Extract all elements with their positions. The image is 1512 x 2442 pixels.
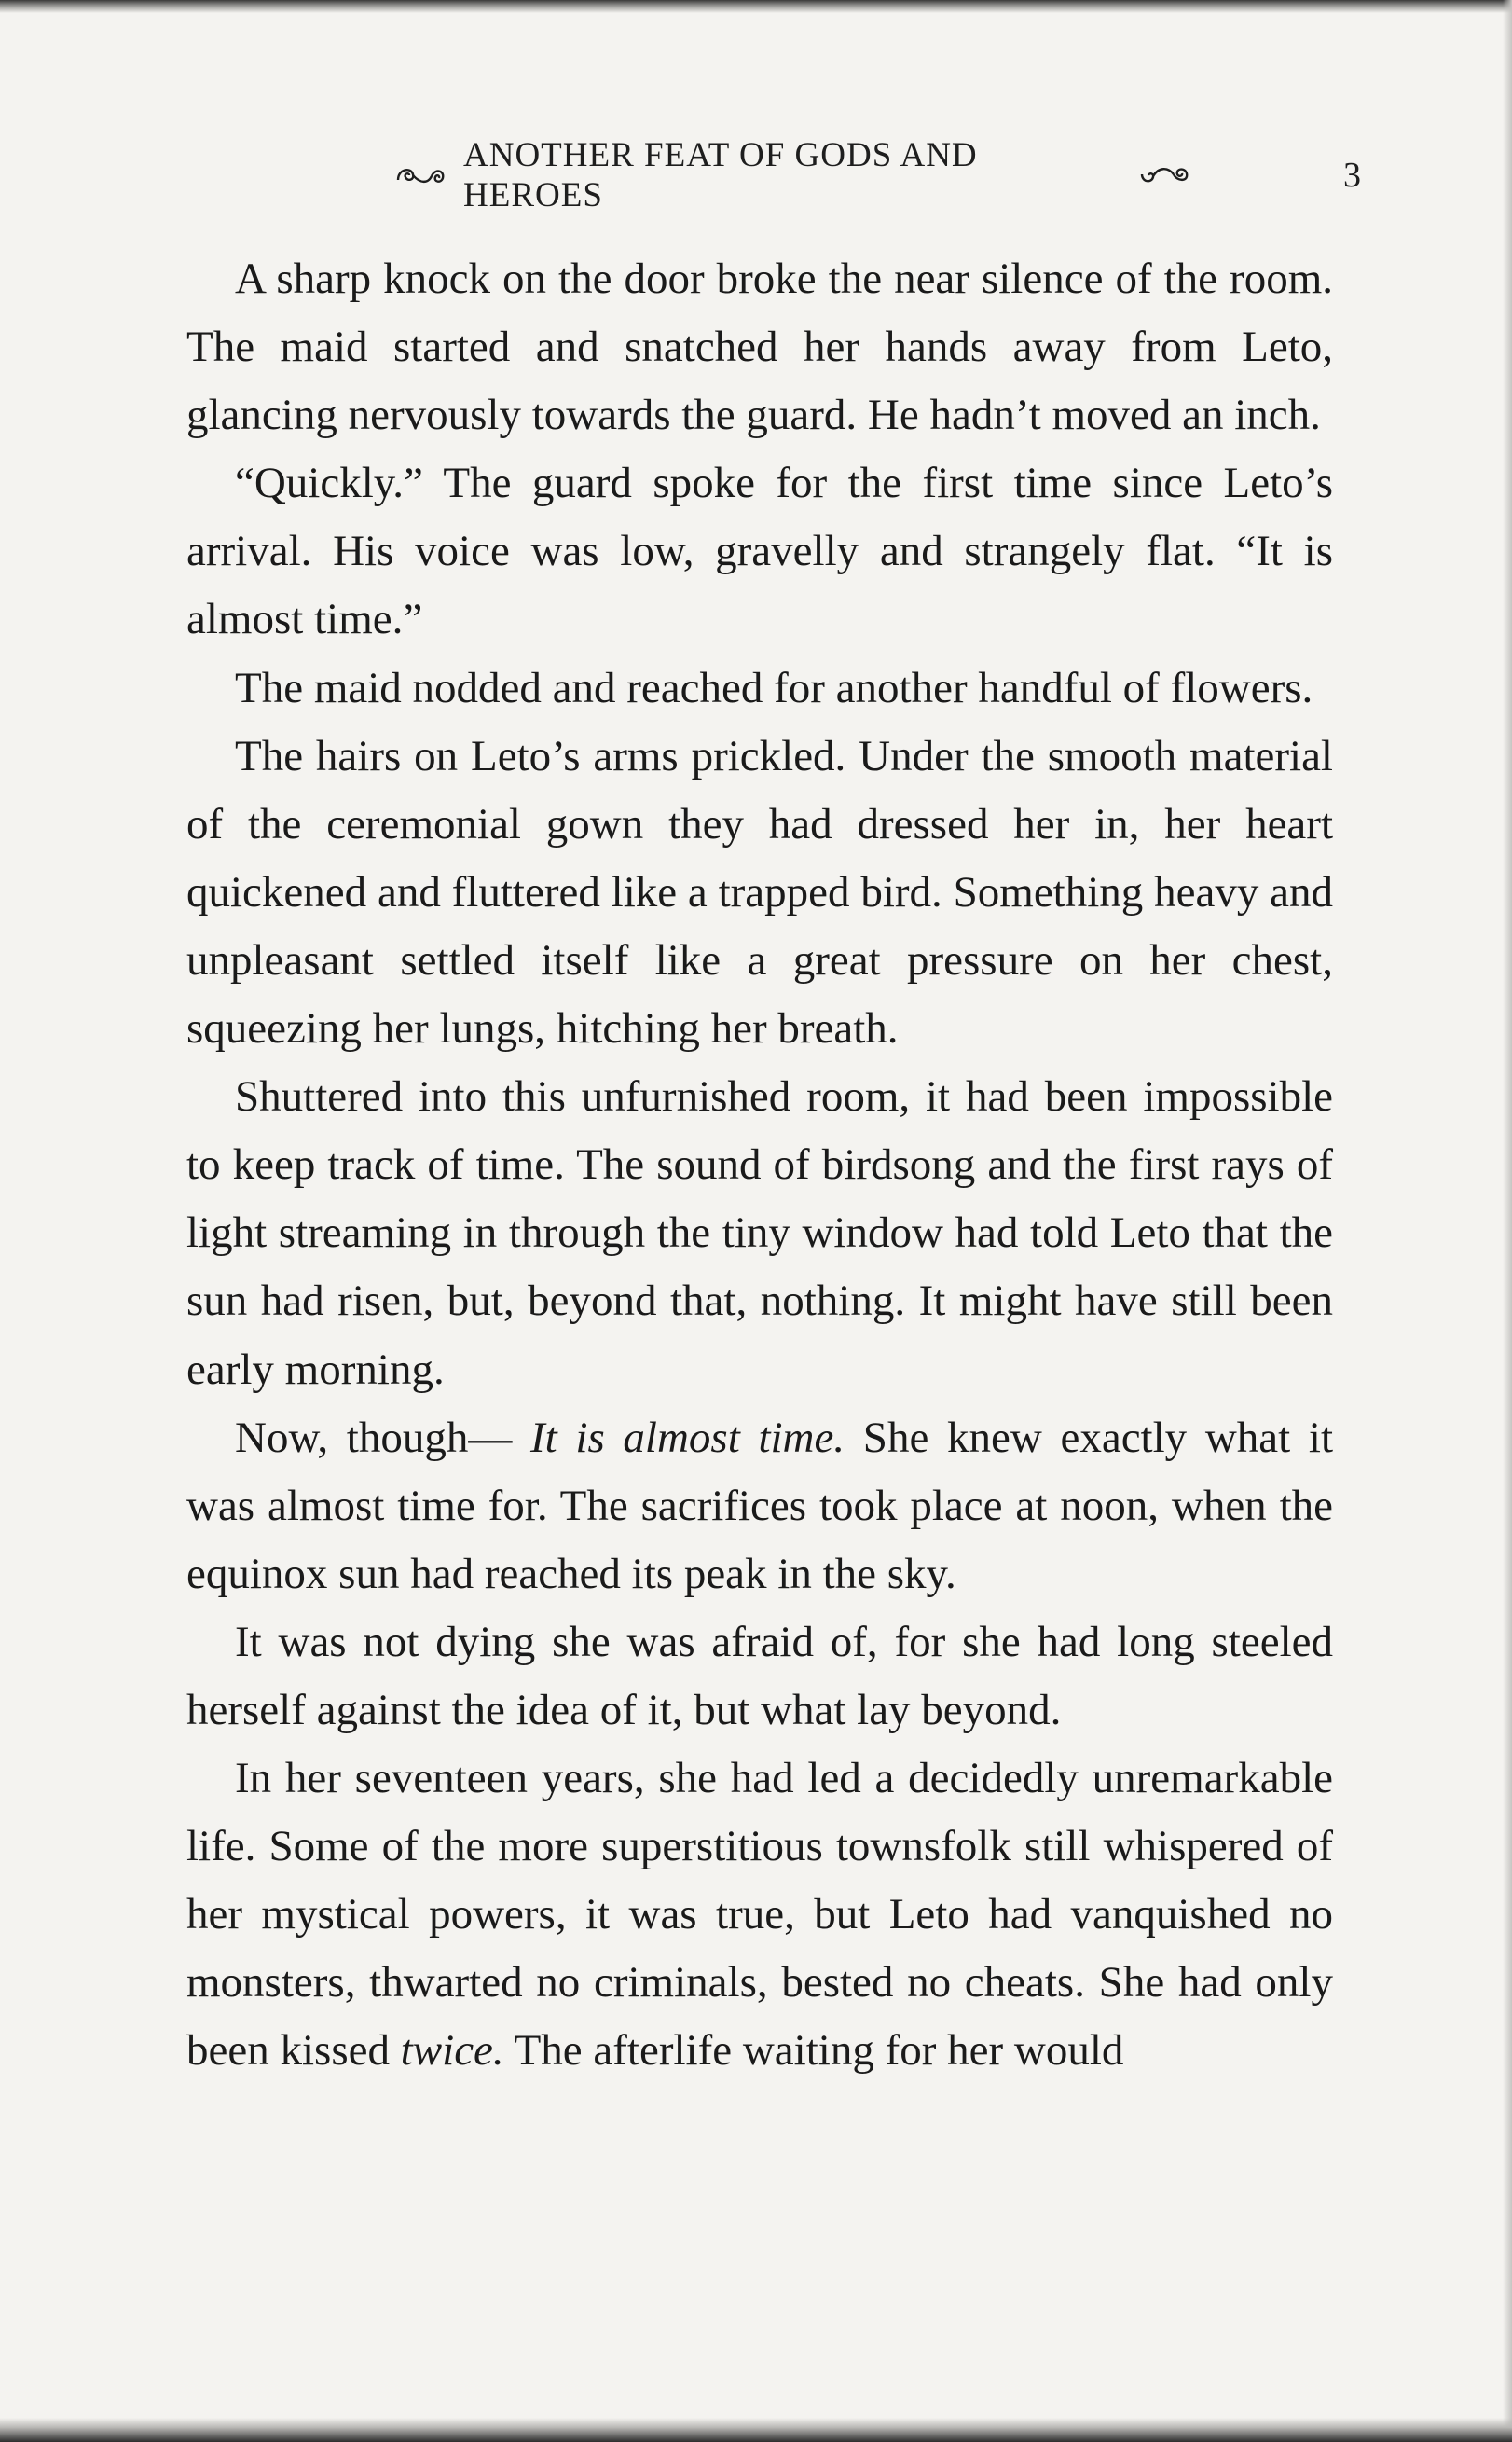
running-title: ANOTHER FEAT OF GODS AND HEROES bbox=[463, 136, 978, 214]
paragraph: “Quickly.” The guard spoke for the first time since Leto’s arrival. His voice was low, gravelly and strangely flat. “It is almost time.” bbox=[186, 459, 1333, 644]
paragraph: It was not dying she was afraid of, for she had long steeled herself against the idea of it, but what lay beyond. bbox=[186, 1617, 1333, 1734]
paragraph-text: In her seventeen years, she had led a decidedly unremarkable life. Some of the more superstitious townsfolk still whispered of her mystical powers, it was true, but Leto had vanquished no monsters, thwarted no criminals, bested no cheats. She had only been kissed bbox=[186, 1754, 1333, 2076]
paragraph: The hairs on Leto’s arms prickled. Under the smooth material of the ceremonial gown they had dressed her in, her heart quickened and fluttered like a trapped bird. Something heavy and unpleasant settled itself like a great pressure on her chest, squeezing her lungs, hitching her breath. bbox=[186, 731, 1333, 1054]
paragraph bbox=[186, 1745, 1333, 2085]
paragraph-text: Now, though— bbox=[235, 1413, 530, 1462]
page-bottom-edge bbox=[0, 2418, 1512, 2442]
running-header bbox=[378, 136, 1207, 214]
paragraph-text: She knew exactly what it was almost time for. The sacrifices took place at noon, when the equinox sun had reached its peak in the sky. bbox=[186, 1413, 1334, 1598]
right-ornament-icon bbox=[1138, 163, 1190, 187]
page-number: 3 bbox=[1343, 156, 1361, 195]
paragraph: A sharp knock on the door broke the near silence of the room. The maid started and snatched her hands away from Leto, glancing nervously towards the guard. He hadn’t moved an inch. bbox=[186, 255, 1333, 440]
body-text bbox=[186, 245, 1333, 2086]
paragraph: Shuttered into this unfurnished room, it had been impossible to keep track of time. The sound of birdsong and the first rays of light streaming in through the tiny window had told Leto that the sun had risen, but, beyond that, nothing. It might have still been early morning. bbox=[186, 1072, 1333, 1394]
paragraph bbox=[186, 1404, 1333, 1608]
paragraph-text: The afterlife waiting for her would bbox=[503, 2026, 1124, 2076]
paragraph: The maid nodded and reached for another handful of flowers. bbox=[235, 663, 1313, 712]
left-ornament-icon bbox=[394, 163, 447, 187]
page-top-edge bbox=[0, 0, 1512, 13]
italic-phrase: twice. bbox=[400, 2026, 504, 2076]
italic-phrase: It is almost time. bbox=[530, 1413, 845, 1462]
page-right-edge bbox=[1503, 0, 1512, 2442]
